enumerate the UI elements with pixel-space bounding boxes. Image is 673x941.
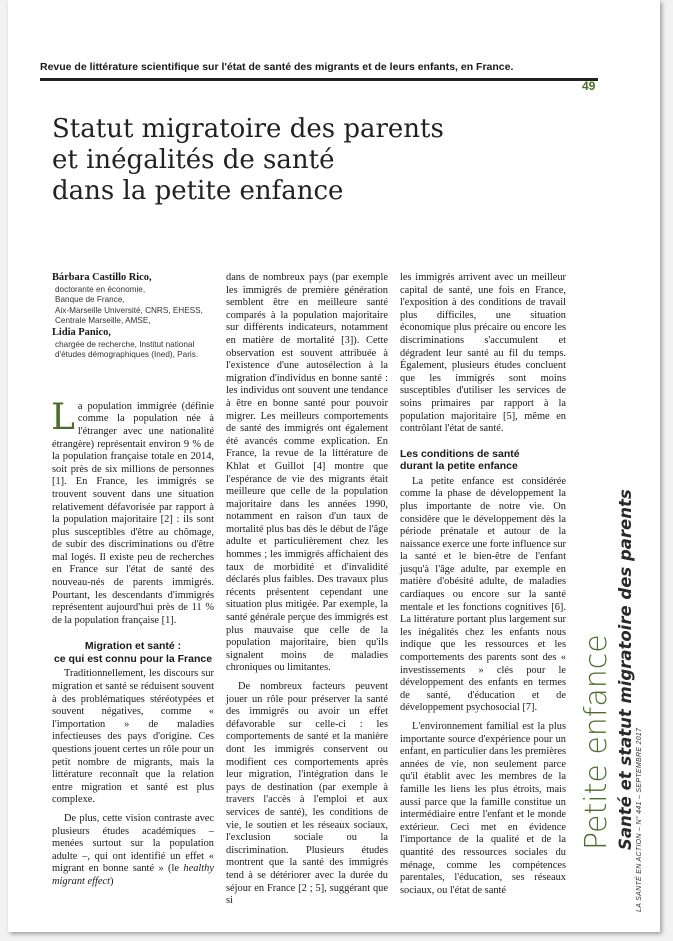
section-subtitle: Santé et statut migratoire des parents [616,489,635,850]
body-paragraph: les immigrés arrivent avec un meilleur capital de santé, une fois en France, l'exposition à des conditions de travail plus difficiles, une situation économique plus précaire ou encore les discriminations s'accumulent et dégradent leur santé au fil du temps. Également, plusieurs études concluent que les immigrés sont moins susceptibles d'utiliser les services de soins primaires par rapport à la population majoritaire [5], même en contrôlant l'état de santé. [400,272,566,435]
heading-line: durant la petite enfance [400,460,518,473]
journal-page [8,0,660,932]
author-affiliation [52,285,214,327]
drop-cap: L [51,396,75,438]
intro-text: a population immigrée (définie comme la population née à l'étranger avec une nationalité étrangère) représentait environ 9 % de la population française totale en 2014, soit près de six millions de personnes [1]. En France, les immigrés se trouvent souvent dans une situation relativement défavorisée par rapport à la population majoritaire [2] : ils sont plus susceptibles d'être au chômage, de subir des discriminations ou d'être mal logés. Il existe peu de recherches en France sur l'état de santé des nouveau-nés de parents immigrés. Pourtant, les descendants d'immigrés représentent aujourd'hui près de 11 % de la population française [1]. [52,400,214,626]
body-paragraph: dans de nombreux pays (par exemple les immigrés de première génération semblent être en meilleure santé comparés à la population majoritaire sur différents indicateurs, notamment en matière de mortalité [3]). Cette observation est souvent attribuée à l'existence d'une autosélection à la migration d'individus en bonne santé : les individus ont souvent une tendance à être en bonne santé pour pouvoir migrer. Les meilleurs comportements de santé des immigrés ont également été avancés comme explication. En France, la revue de la littérature de Khlat et Guillot [4] montre que l'espérance de vie des migrants était meilleure que celle de la population majoritaire dans les années 1990, notamment en raison d'un taux de mortalité plus bas dès le début de l'âge adulte et particulièrement chez les hommes ; les immigrés affichaient des taux de morbidité et d'invalidité déclarés plus faibles. Des travaux plus récents présentent cependant une situation plus mitigée. Par exemple, la santé générale perçue des immigrés est plus mauvaise que celle de la population majoritaire, bien qu'ils signalent moins de maladies chroniques ou limitantes. [226,272,388,674]
section-heading [52,640,214,665]
body-paragraph: De nombreux facteurs peuvent jouer un rôle pour préserver la santé des immigrés ou avoir un effet défavorable sur celle-ci : les comportements de santé et la manière dont les immigrés conservent ou modifient ces comportements après leur migration, l'intégration dans le pays de destination (par exemple à travers l'accès à l'emploi et aux services de santé), les conditions de vie, le soutien et les réseaux sociaux, l'exclusion sociale ou la discrimination. Plusieurs études montrent que la santé des immigrés tend à se détériorer avec la durée du séjour en France [2 ; 5], suggérant que si [226,681,388,907]
affiliation-line: Aix-Marseille Université, CNRS, EHESS, [55,305,203,315]
journal-footer: LA SANTÉ EN ACTION – N° 441 – SEPTEMBRE 2017 [636,727,643,912]
column-2 [226,272,388,908]
author-name: Bárbara Castillo Rico, [52,272,152,283]
title-line: dans la petite enfance [52,176,344,206]
article-title [52,114,572,207]
author-affiliation [52,340,214,361]
body-paragraph: La petite enfance est considérée comme la phase de développement la plus importante de notre vie. On considère que le développement dès la période prénatale et autour de la naissance exerce une forte influence sur la santé et le bien-être de l'enfant jusqu'à l'âge adulte, par exemple en matière d'obésité adulte, de maladies cardiaques ou encore sur la santé mentale et les fonctions cognitives [6]. La littérature portant plus largement sur les inégalités chez les enfants nous indique que les ressources et les comportements des parents sont des « investissements » clés pour le développement des enfants en termes de santé, d'éducation et de développement psychosocial [7]. [400,475,566,714]
paragraph-text: ) [110,875,114,887]
affiliation-line: d'études démographiques (Ined), Paris. [55,350,199,360]
header-rule [40,78,598,81]
italic-term: healthy migrant effect [52,863,214,887]
heading-line: Les conditions de santé [400,447,520,460]
column-3 [400,272,566,897]
author-name: Lidia Panico, [52,326,111,338]
column-1 [52,272,214,889]
page-number: 49 [582,79,596,93]
body-paragraph: L'environnement familial est la plus importante source d'expérience pour un enfant, en particulier dans les premières années de vie, non seulement parce qu'il établit avec les membres de la famille les liens les plus étroits, mais aussi parce que la famille constitue un intermédiaire entre l'enfant et le monde extérieur. Ceci met en évidence l'importance de la qualité et de la quantité des ressources sociales du ménage, comme les compétences parentales, l'éducation, ses réseaux sociaux, ou l'état de santé [400,721,566,896]
section-label: Petite enfance [579,634,614,850]
affiliation-line: chargée de recherche, Institut national [55,339,195,349]
affiliation-line: Centrale Marseille, AMSE, [55,316,151,326]
affiliation-line: Banque de France, [55,295,125,305]
running-header: Revue de littérature scientifique sur l'état de santé des migrants et de leurs enfants, en France. [40,61,514,73]
heading-line: ce qui est connu pour la France [53,652,213,665]
paragraph-text: De plus, cette vision contraste avec plusieurs études académiques – menées surtout sur la population adulte –, qui ont identifié un effet « migrant en bonne santé » (le [52,812,214,875]
title-line: Statut migratoire des parents [52,114,444,144]
body-paragraph [52,813,214,889]
title-line: et inégalités de santé [52,145,335,175]
section-heading [400,448,566,473]
heading-line: Migration et santé : [84,640,182,653]
intro-paragraph [51,396,214,628]
body-paragraph: Traditionnellement, les discours sur migration et santé se réduisent souvent à des problématiques stéréotypées et souvent négatives, comme « l'importation » de maladies infectieuses des pays d'origine. Ces questions jouent certes un rôle pour un petit nombre de migrants, mais la littérature reconnaît que la relation entre migration et santé est plus complexe. [52,668,214,806]
affiliation-line: doctorante en économie, [55,284,146,294]
